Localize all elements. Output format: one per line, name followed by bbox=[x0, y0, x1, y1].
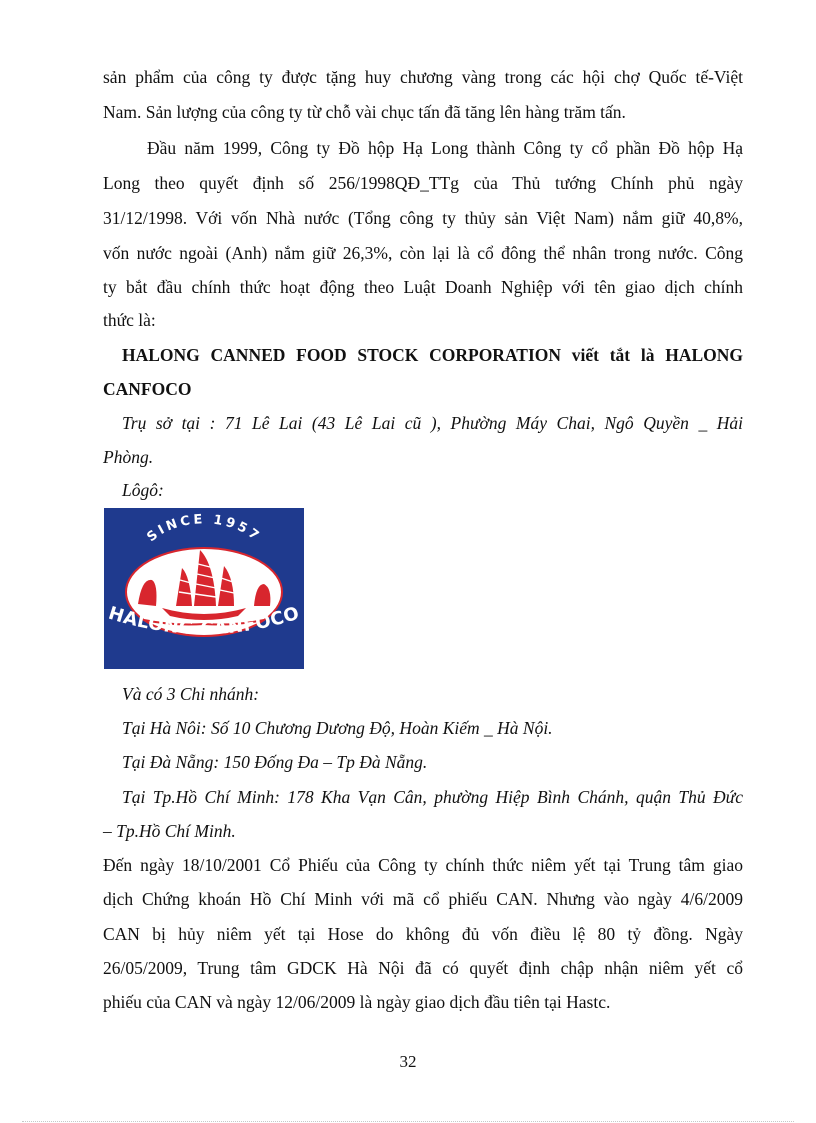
logo-bottom-text: HALONG CANFOCO bbox=[105, 602, 303, 640]
paragraph-line: thức là: bbox=[103, 310, 156, 330]
halong-canfoco-logo-image bbox=[104, 508, 304, 669]
paragraph-line: Nam. Sản lượng của công ty từ chỗ vài chục tấn đã tăng lên hàng trăm tấn. bbox=[103, 102, 626, 122]
branch-item: Tại Đà Nẵng: 150 Đống Đa – Tp Đà Nẵng. bbox=[122, 752, 428, 772]
paragraph-line: Long theo quyết định số 256/1998QĐ_TTg của Thủ tướng Chính phủ ngày bbox=[103, 173, 743, 193]
paragraph-line: Đến ngày 18/10/2001 Cổ Phiếu của Công ty chính thức niêm yết tại Trung tâm giao bbox=[103, 855, 743, 875]
paragraph-line: sản phẩm của công ty được tặng huy chương vàng trong các hội chợ Quốc tế-Việt bbox=[103, 67, 743, 87]
logo-label: Lôgô: bbox=[122, 480, 164, 500]
paragraph-line: ty bắt đầu chính thức hoạt động theo Luật Doanh Nghiệp với tên giao dịch chính bbox=[103, 277, 743, 297]
paragraph-line: Đầu năm 1999, Công ty Đồ hộp Hạ Long thành Công ty cổ phần Đồ hộp Hạ bbox=[147, 138, 743, 158]
paragraph-line: CAN bị hủy niêm yết tại Hose do không đủ vốn điều lệ 80 tỷ đồng. Ngày bbox=[103, 924, 743, 944]
branch-item: – Tp.Hồ Chí Minh. bbox=[103, 821, 236, 841]
company-name-line: CANFOCO bbox=[103, 379, 192, 399]
company-logo bbox=[104, 508, 304, 669]
branch-item: Tại Tp.Hồ Chí Minh: 178 Kha Vạn Cân, phường Hiệp Bình Chánh, quận Thủ Đức bbox=[122, 787, 743, 807]
page-bottom-divider bbox=[22, 1121, 794, 1122]
paragraph-line: phiếu của CAN và ngày 12/06/2009 là ngày giao dịch đầu tiên tại Hastc. bbox=[103, 992, 611, 1012]
head-office-line: Trụ sở tại : 71 Lê Lai (43 Lê Lai cũ ), Phường Máy Chai, Ngô Quyền _ Hải bbox=[122, 413, 743, 433]
page-number: 32 bbox=[399, 1052, 417, 1071]
paragraph-line: dịch Chứng khoán Hồ Chí Minh với mã cổ phiếu CAN. Nhưng vào ngày 4/6/2009 bbox=[103, 889, 743, 909]
branch-item: Tại Hà Nôi: Số 10 Chương Dương Độ, Hoàn Kiếm _ Hà Nội. bbox=[122, 718, 553, 738]
paragraph-line: 26/05/2009, Trung tâm GDCK Hà Nội đã có quyết định chập nhận niêm yết cổ bbox=[103, 958, 743, 978]
company-name-line: HALONG CANNED FOOD STOCK CORPORATION viết tắt là HALONG bbox=[122, 345, 743, 365]
head-office-line: Phòng. bbox=[103, 447, 154, 467]
paragraph-line: 31/12/1998. Với vốn Nhà nước (Tổng công ty thủy sản Việt Nam) nắm giữ 40,8%, bbox=[103, 208, 743, 228]
logo-top-text: SINCE 1957 bbox=[144, 512, 264, 546]
paragraph-line: vốn nước ngoài (Anh) nắm giữ 26,3%, còn lại là cổ đông thể nhân trong nước. Công bbox=[103, 243, 743, 263]
branches-heading: Và có 3 Chi nhánh: bbox=[122, 684, 260, 704]
